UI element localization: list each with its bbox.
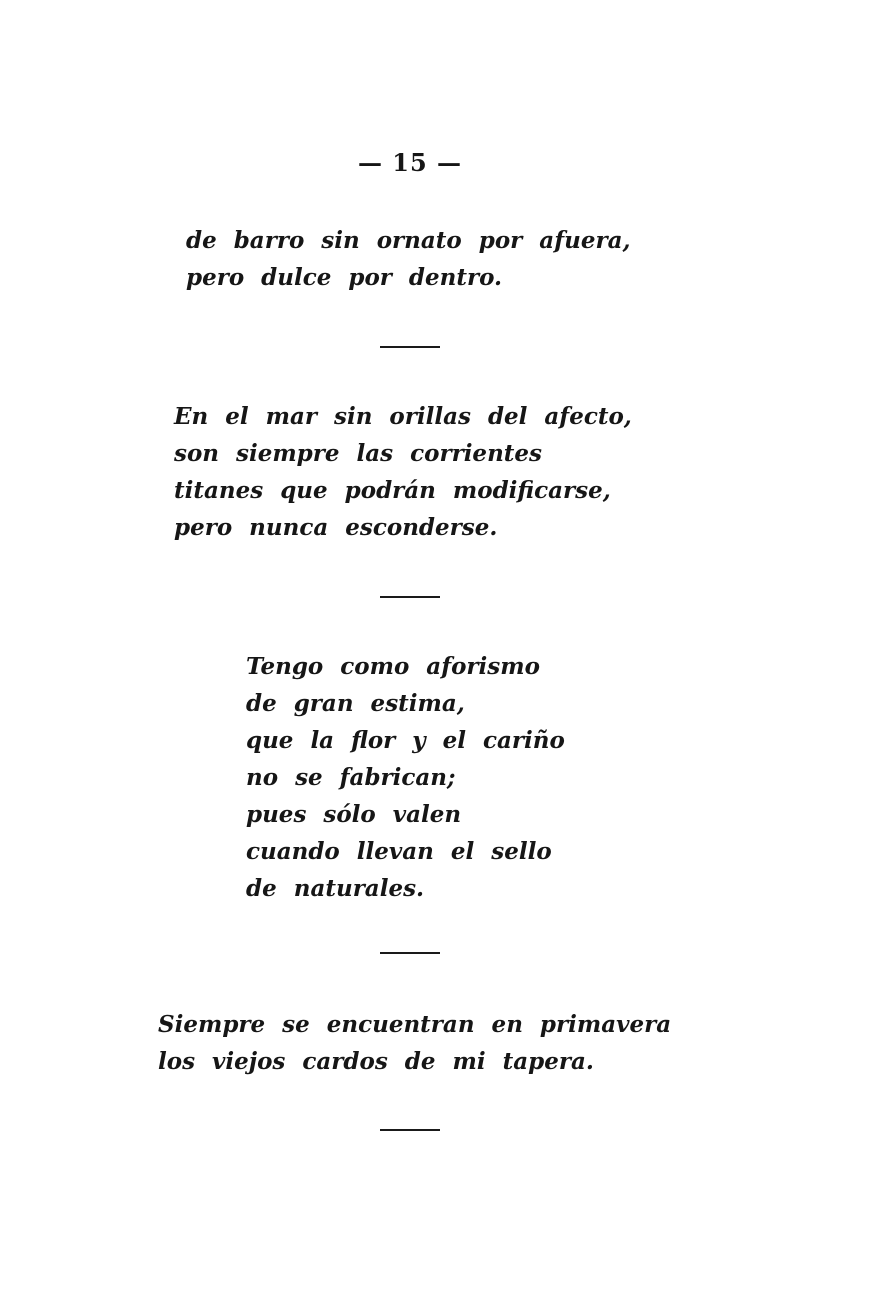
section-divider (380, 1129, 440, 1131)
verse-line: los viejos cardos de mi tapera. (158, 1048, 594, 1075)
section-divider (380, 952, 440, 954)
section-divider (380, 346, 440, 348)
verse-line: son siempre las corrientes (174, 440, 542, 467)
verse-line: de barro sin ornato por afuera, (186, 227, 631, 254)
verse-line: de naturales. (246, 875, 425, 902)
stanza-1 (186, 222, 631, 296)
verse-line: Siempre se encuentran en primavera (158, 1011, 672, 1038)
verse-line: Tengo como aforismo (246, 653, 540, 680)
verse-line: pero dulce por dentro. (186, 264, 503, 291)
verse-line: de gran estima, (246, 690, 465, 717)
verse-line: cuando llevan el sello (246, 838, 552, 865)
verse-line: pues sólo valen (246, 801, 462, 828)
page-number: — 15 — (357, 148, 463, 177)
verse-line: titanes que podrán modificarse, (174, 477, 611, 504)
stanza-2 (174, 398, 632, 546)
section-divider (380, 596, 440, 598)
stanza-3 (246, 648, 565, 907)
verse-line: pero nunca esconderse. (174, 514, 498, 541)
verse-line: que la flor y el cariño (246, 727, 565, 754)
stanza-4 (158, 1006, 671, 1080)
verse-line: En el mar sin orillas del afecto, (174, 403, 632, 430)
verse-line: no se fabrican; (246, 764, 456, 791)
